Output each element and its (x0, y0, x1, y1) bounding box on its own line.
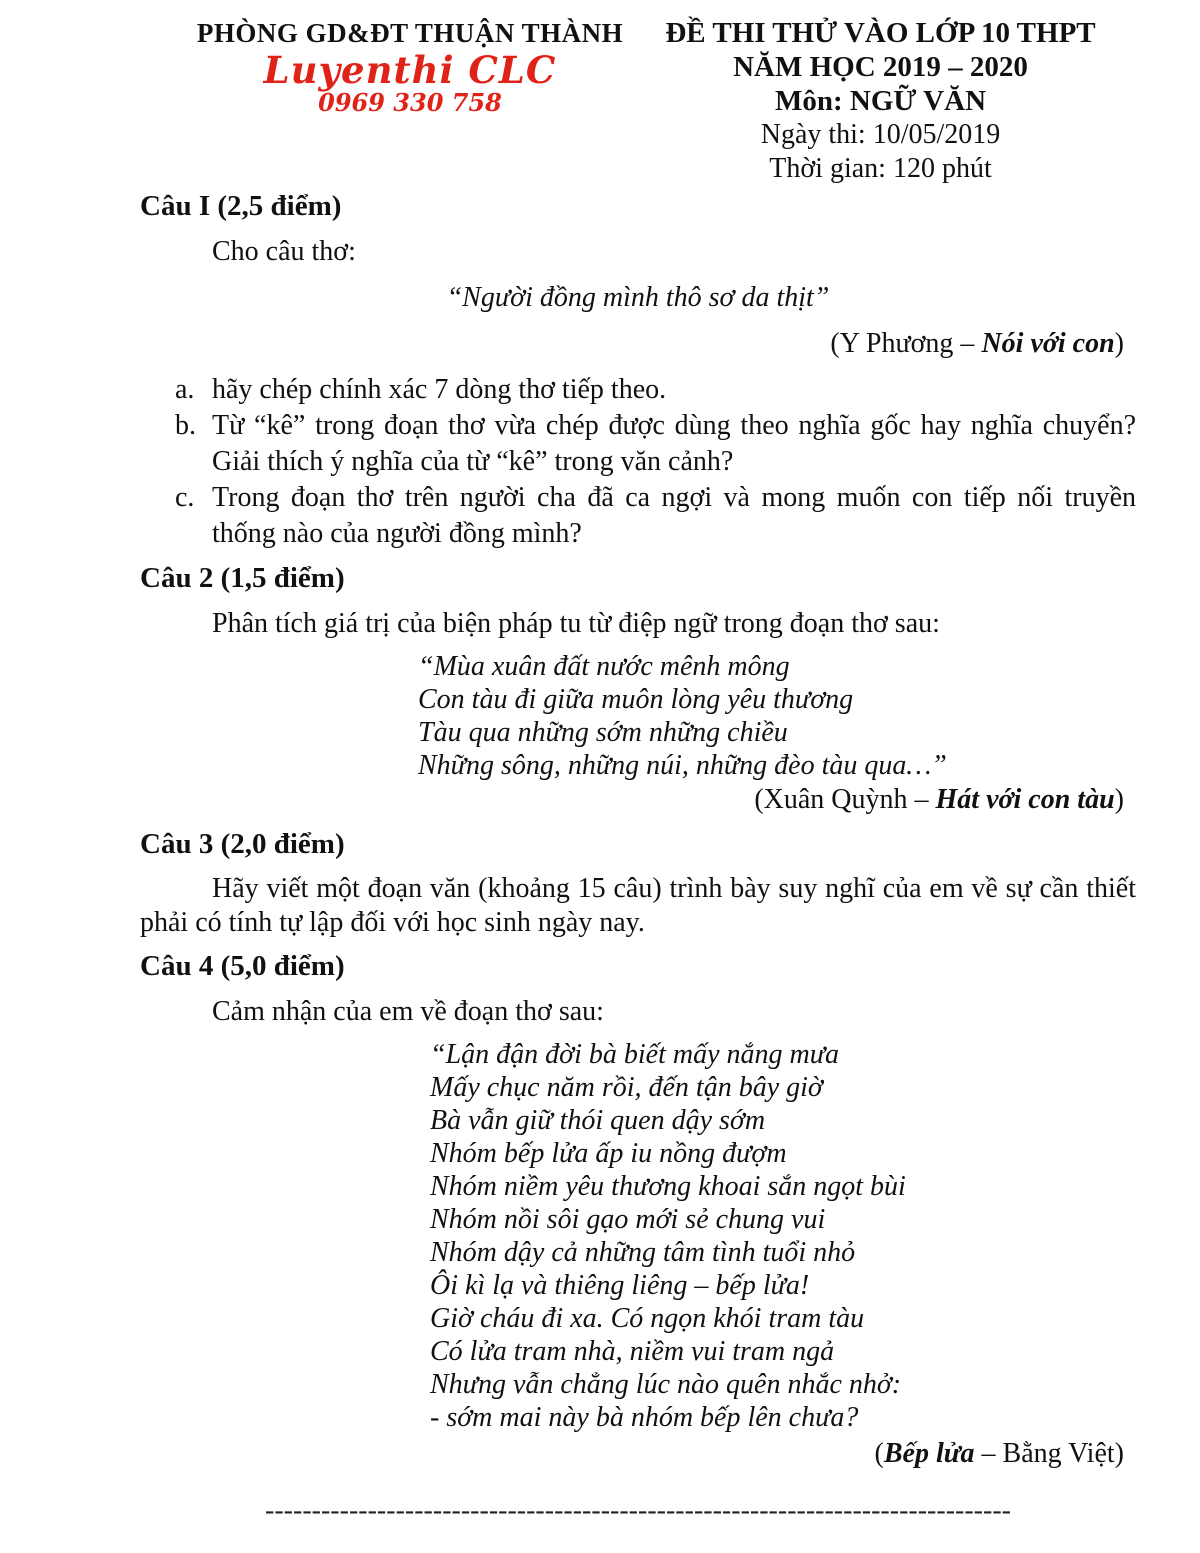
subitem-b-text: Từ “kê” trong đoạn thơ vừa chép được dùng theo nghĩa gốc hay nghĩa chuyển? Giải thích ý nghĩa của từ “kê” trong văn cảnh? (212, 410, 1136, 477)
attribution-work-title: Nói với con (981, 328, 1115, 359)
subitem-a-marker: a. (175, 374, 195, 405)
poem-line: Nhóm dậy cả những tâm tình tuổi nhỏ (430, 1237, 856, 1268)
poem-line: Giờ cháu đi xa. Có ngọn khói tram tàu (430, 1303, 865, 1334)
header-right-block (625, 16, 1136, 186)
attribution-close: ) (1114, 784, 1124, 815)
poem-line: Tàu qua những sớm những chiều (418, 717, 788, 748)
subitem-a (140, 372, 1136, 408)
question-4-attribution (140, 1436, 1136, 1472)
subject: Môn: NGỮ VĂN (774, 85, 987, 117)
poem-line: Nhóm niềm yêu thương khoai sắn ngọt bùi (430, 1171, 906, 1202)
poem-line: Ôi kì lạ và thiêng liêng – bếp lửa! (430, 1270, 810, 1301)
poem-line: Mấy chục năm rồi, đến tận bây giờ (430, 1072, 823, 1103)
attribution-work-title: Hát với con tàu (935, 784, 1115, 815)
poem-line: Có lửa tram nhà, niềm vui tram ngả (430, 1336, 835, 1367)
attribution-author: – Bằng Việt) (974, 1438, 1124, 1469)
school-year: NĂM HỌC 2019 – 2020 (733, 51, 1028, 83)
question-4-heading: Câu 4 (5,0 điểm) (140, 950, 345, 982)
subitem-c-marker: c. (175, 482, 195, 513)
question-2-poem (418, 650, 1136, 782)
poem-line: Nhóm nồi sôi gạo mới sẻ chung vui (430, 1204, 826, 1235)
subitem-c-text: Trong đoạn thơ trên người cha đã ca ngợi và mong muốn con tiếp nối truyền thống nào của người đồng mình? (212, 482, 1136, 549)
poem-line: Nhóm bếp lửa ấp iu nồng đượm (430, 1138, 787, 1169)
question-2-heading: Câu 2 (1,5 điểm) (140, 562, 345, 594)
question-1-subitems (140, 372, 1136, 552)
subitem-a-text: hãy chép chính xác 7 dòng thơ tiếp theo. (212, 374, 667, 405)
header (140, 16, 1136, 186)
question-4-poem (430, 1038, 1136, 1434)
subitem-c (140, 480, 1136, 552)
attribution-author: (Y Phương – (830, 328, 982, 359)
question-1-heading: Câu I (2,5 điểm) (140, 190, 342, 222)
question-3-body: Hãy viết một đoạn văn (khoảng 15 câu) trình bày suy nghĩ của em về sự cần thiết phải có tính tự lập đối với học sinh ngày nay. (140, 873, 1136, 938)
attribution-close: ) (1114, 328, 1124, 359)
poem-line: Bà vẫn giữ thói quen dậy sớm (430, 1105, 766, 1136)
exam-title: ĐỀ THI THỬ VÀO LỚP 10 THPT (665, 17, 1096, 49)
poem-line: - sớm mai này bà nhóm bếp lên chưa? (430, 1402, 859, 1433)
poem-line: Nhưng vẫn chẳng lúc nào quên nhắc nhở: (430, 1369, 902, 1400)
attribution-author: (Xuân Quỳnh – (754, 784, 936, 815)
logo-text: Luyenthi CLC (263, 48, 557, 92)
poem-line: “Lận đận đời bà biết mấy nắng mưa (430, 1039, 839, 1070)
subitem-b-marker: b. (175, 410, 196, 441)
attribution-work-title: Bếp lửa (883, 1438, 975, 1469)
subitem-b (140, 408, 1136, 480)
question-1-quote: “Người đồng mình thô sơ da thịt” (446, 282, 830, 313)
question-2-intro: Phân tích giá trị của biện pháp tu từ điệp ngữ trong đoạn thơ sau: (212, 608, 940, 639)
duration: Thời gian: 120 phút (769, 153, 992, 184)
department-name: PHÒNG GD&ĐT THUẬN THÀNH (196, 18, 624, 48)
header-left-block (195, 16, 625, 186)
exam-date: Ngày thi: 10/05/2019 (760, 119, 1001, 150)
question-4-intro: Cảm nhận của em về đoạn thơ sau: (212, 996, 604, 1027)
poem-line: Con tàu đi giữa muôn lòng yêu thương (418, 684, 854, 715)
dashed-divider: -------------------------------------------------------------------------------- (265, 1495, 1011, 1526)
question-1-intro: Cho câu thơ: (212, 236, 356, 267)
poem-line: Những sông, những núi, những đèo tàu qua…” (418, 750, 947, 781)
question-2-attribution (140, 782, 1136, 818)
attribution-open: ( (874, 1438, 884, 1469)
question-1-attribution (140, 326, 1136, 362)
poem-line: “Mùa xuân đất nước mênh mông (418, 651, 790, 682)
phone-number: 0969 330 758 (318, 88, 502, 117)
question-3-heading: Câu 3 (2,0 điểm) (140, 828, 345, 860)
